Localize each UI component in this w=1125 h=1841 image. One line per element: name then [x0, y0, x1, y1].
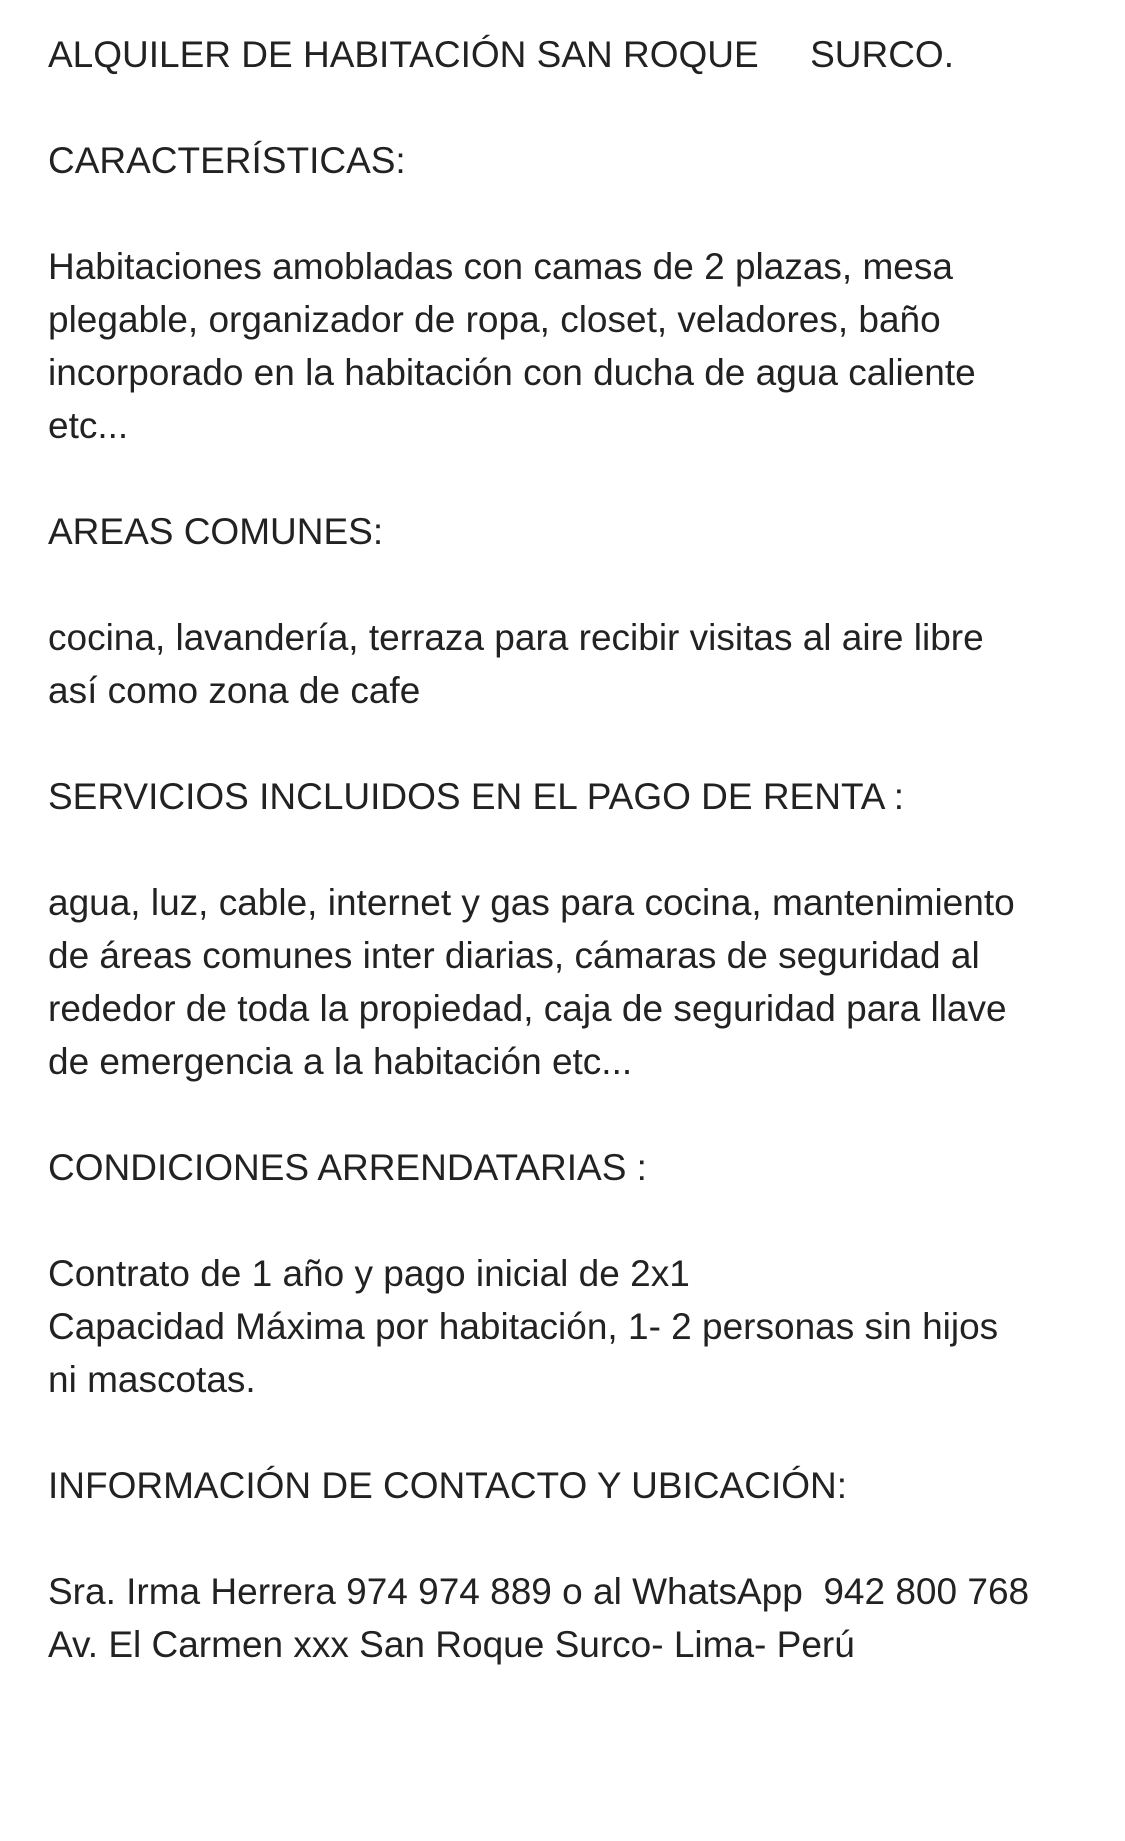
spacer	[48, 558, 1088, 611]
spacer	[48, 1088, 1088, 1141]
contacto-heading: INFORMACIÓN DE CONTACTO Y UBICACIÓN:	[48, 1465, 848, 1506]
servicios-line: agua, luz, cable, internet y gas para cocina, mantenimiento	[48, 882, 1015, 923]
rental-listing-document	[48, 28, 1088, 1671]
servicios-heading: SERVICIOS INCLUIDOS EN EL PAGO DE RENTA :	[48, 776, 905, 817]
areas-comunes-heading: AREAS COMUNES:	[48, 511, 384, 552]
condiciones-line: Contrato de 1 año y pago inicial de 2x1	[48, 1253, 690, 1294]
spacer	[48, 1512, 1088, 1565]
spacer	[48, 717, 1088, 770]
servicios-line: de áreas comunes inter diarias, cámaras de seguridad al	[48, 935, 980, 976]
caracteristicas-line: plegable, organizador de ropa, closet, veladores, baño	[48, 299, 941, 340]
spacer	[48, 452, 1088, 505]
caracteristicas-line: Habitaciones amobladas con camas de 2 plazas, mesa	[48, 246, 953, 287]
condiciones-line: Capacidad Máxima por habitación, 1- 2 personas sin hijos	[48, 1306, 999, 1347]
spacer	[48, 1194, 1088, 1247]
spacer	[48, 81, 1088, 134]
condiciones-heading: CONDICIONES ARRENDATARIAS :	[48, 1147, 647, 1188]
spacer	[48, 823, 1088, 876]
spacer	[48, 1406, 1088, 1459]
contacto-line: Sra. Irma Herrera 974 974 889 o al WhatsApp 942 800 768	[48, 1571, 1030, 1612]
listing-title: ALQUILER DE HABITACIÓN SAN ROQUE SURCO.	[48, 34, 954, 75]
spacer	[48, 187, 1088, 240]
caracteristicas-line: etc...	[48, 405, 129, 446]
areas-comunes-line: así como zona de cafe	[48, 670, 421, 711]
caracteristicas-line: incorporado en la habitación con ducha de agua caliente	[48, 352, 976, 393]
servicios-line: rededor de toda la propiedad, caja de seguridad para llave	[48, 988, 1007, 1029]
caracteristicas-heading: CARACTERÍSTICAS:	[48, 140, 406, 181]
areas-comunes-line: cocina, lavandería, terraza para recibir visitas al aire libre	[48, 617, 984, 658]
contacto-line: Av. El Carmen xxx San Roque Surco- Lima- Perú	[48, 1624, 855, 1665]
servicios-line: de emergencia a la habitación etc...	[48, 1041, 633, 1082]
condiciones-line: ni mascotas.	[48, 1359, 256, 1400]
